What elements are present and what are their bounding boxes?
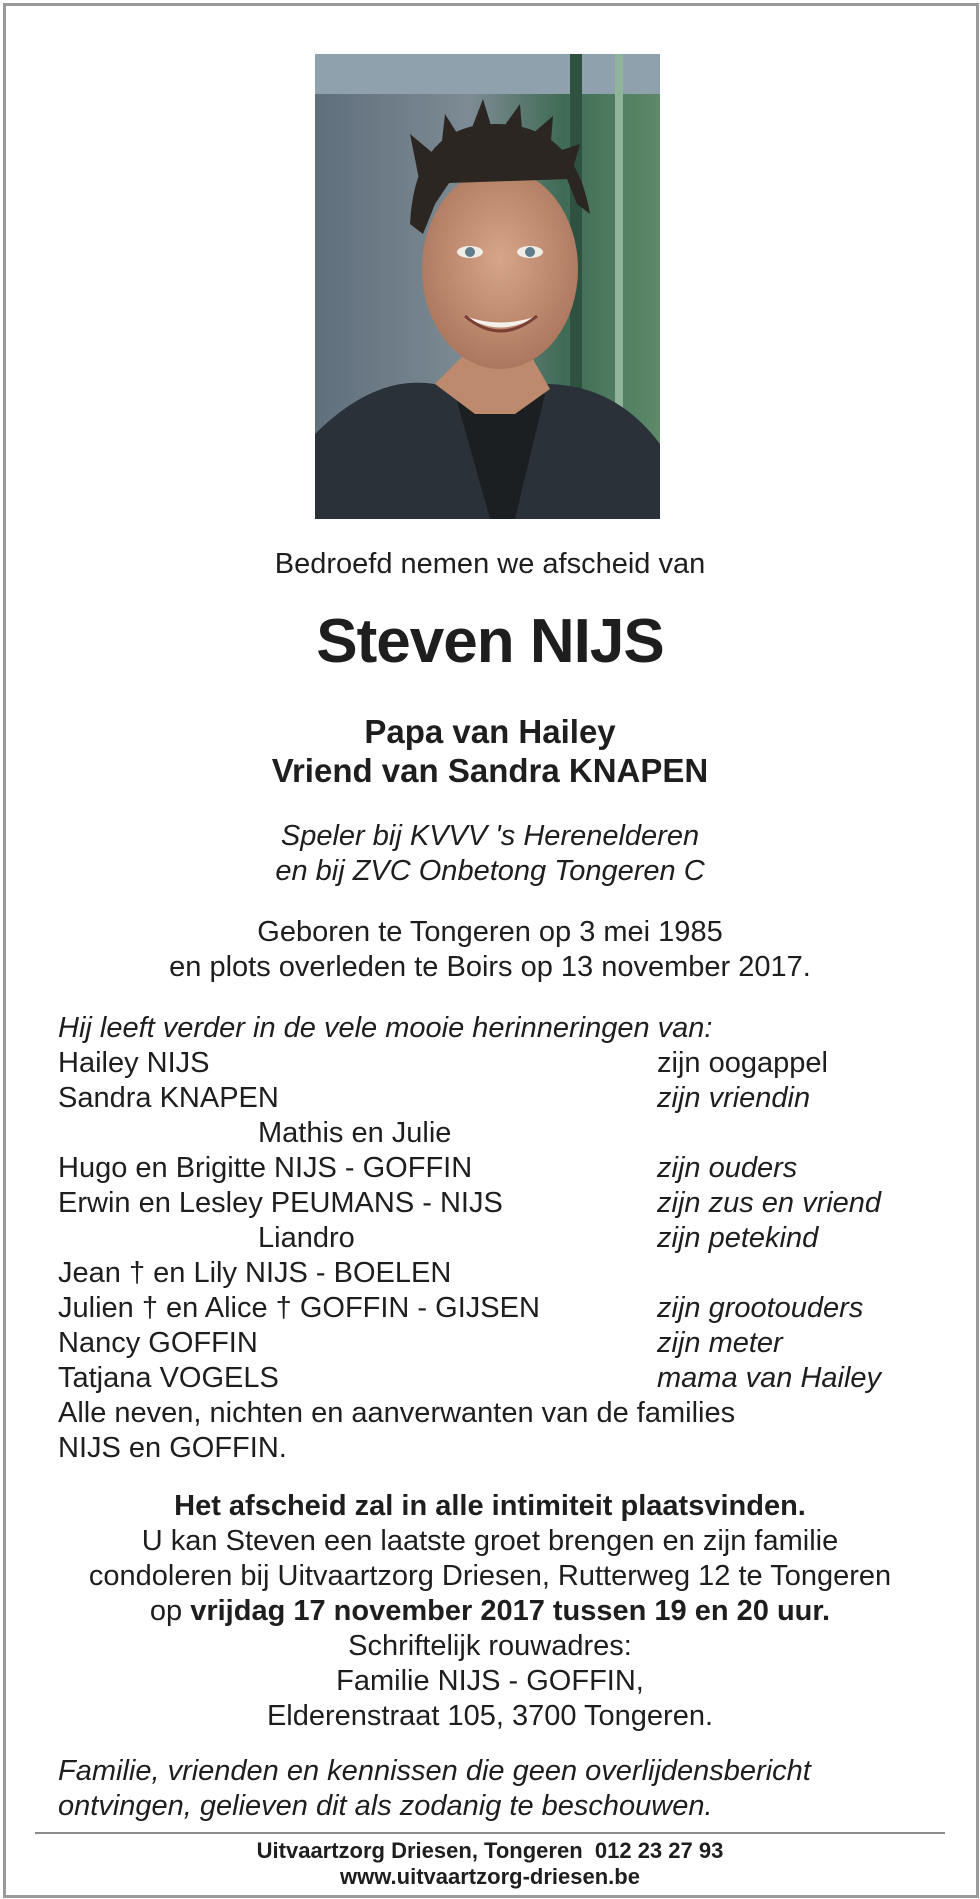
- address-family: Familie NIJS - GOFFIN,: [336, 1665, 644, 1697]
- farewell-line: condoleren bij Uitvaartzorg Driesen, Rutterweg 12 te Tongeren: [88, 1560, 892, 1592]
- intro-text: Bedroefd nemen we afscheid van: [274, 548, 706, 580]
- family-row: [0, 1082, 980, 1117]
- family-row: [0, 1117, 980, 1152]
- memories-intro: Hij leeft verder in de vele mooie herinneringen van:: [58, 1012, 713, 1044]
- family-row: [0, 1327, 980, 1362]
- family-member: Mathis en Julie: [258, 1117, 452, 1149]
- farewell-headline: Het afscheid zal in alle intimiteit plaatsvinden.: [174, 1490, 806, 1522]
- relation-line: Papa van Hailey: [364, 713, 616, 750]
- family-member: Jean † en Lily NIJS - BOELEN: [58, 1257, 452, 1289]
- club-line: Speler bij KVVV 's Herenelderen: [280, 820, 700, 852]
- farewell-date-line: [0, 1595, 980, 1628]
- notice-line: ontvingen, gelieven dit als zodanig te beschouwen.: [58, 1790, 713, 1822]
- family-member: Sandra KNAPEN: [58, 1082, 279, 1114]
- footer-phone: 012 23 27 93: [594, 1838, 724, 1863]
- farewell-date: vrijdag 17 november 2017 tussen 19 en 20 uur.: [190, 1595, 831, 1627]
- relatives-line: [0, 1432, 980, 1467]
- family-role: zijn zus en vriend: [657, 1187, 882, 1219]
- family-role: zijn grootouders: [657, 1292, 864, 1324]
- family-member: Julien † en Alice † GOFFIN - GIJSEN: [58, 1292, 540, 1324]
- family-role: zijn vriendin: [657, 1082, 811, 1114]
- relatives-line: [0, 1397, 980, 1432]
- birth-line: Geboren te Tongeren op 3 mei 1985: [257, 916, 723, 948]
- family-row: [0, 1152, 980, 1187]
- address-street: Elderenstraat 105, 3700 Tongeren.: [266, 1700, 714, 1732]
- family-role: zijn oogappel: [657, 1047, 828, 1079]
- family-member: Nancy GOFFIN: [58, 1327, 258, 1359]
- family-role: zijn meter: [657, 1327, 783, 1359]
- relation-line: Vriend van Sandra KNAPEN: [271, 752, 709, 789]
- footer-website[interactable]: www.uitvaartzorg-driesen.be: [340, 1864, 640, 1889]
- family-member: Erwin en Lesley PEUMANS - NIJS: [58, 1187, 503, 1219]
- footer-divider: [35, 1832, 945, 1834]
- deceased-name: Steven NIJS: [316, 607, 664, 676]
- notice-line: Familie, vrienden en kennissen die geen overlijdensbericht: [58, 1755, 811, 1787]
- family-role: zijn petekind: [657, 1222, 819, 1254]
- family-member: Tatjana VOGELS: [58, 1362, 279, 1394]
- family-row: [0, 1187, 980, 1222]
- family-member: Hailey NIJS: [58, 1047, 210, 1079]
- family-row: [0, 1292, 980, 1327]
- portrait-photo: [315, 54, 660, 519]
- family-row: [0, 1257, 980, 1292]
- family-member: Liandro: [258, 1222, 355, 1254]
- farewell-line: U kan Steven een laatste groet brengen en zijn familie: [141, 1525, 839, 1557]
- relatives-text: NIJS en GOFFIN.: [58, 1432, 287, 1464]
- family-member: Hugo en Brigitte NIJS - GOFFIN: [58, 1152, 473, 1184]
- family-row: [0, 1222, 980, 1257]
- family-row: [0, 1047, 980, 1082]
- club-line: en bij ZVC Onbetong Tongeren C: [275, 855, 705, 887]
- address-label: Schriftelijk rouwadres:: [348, 1630, 632, 1662]
- footer-company: Uitvaartzorg Driesen, Tongeren: [256, 1838, 583, 1863]
- footer-company-line: [0, 1838, 980, 1864]
- relatives-text: Alle neven, nichten en aanverwanten van de families: [58, 1397, 736, 1429]
- farewell-date-prefix: op: [149, 1595, 183, 1627]
- death-line: en plots overleden te Boirs op 13 november 2017.: [169, 951, 811, 983]
- family-role: mama van Hailey: [657, 1362, 882, 1394]
- family-row: [0, 1362, 980, 1397]
- family-role: zijn ouders: [657, 1152, 798, 1184]
